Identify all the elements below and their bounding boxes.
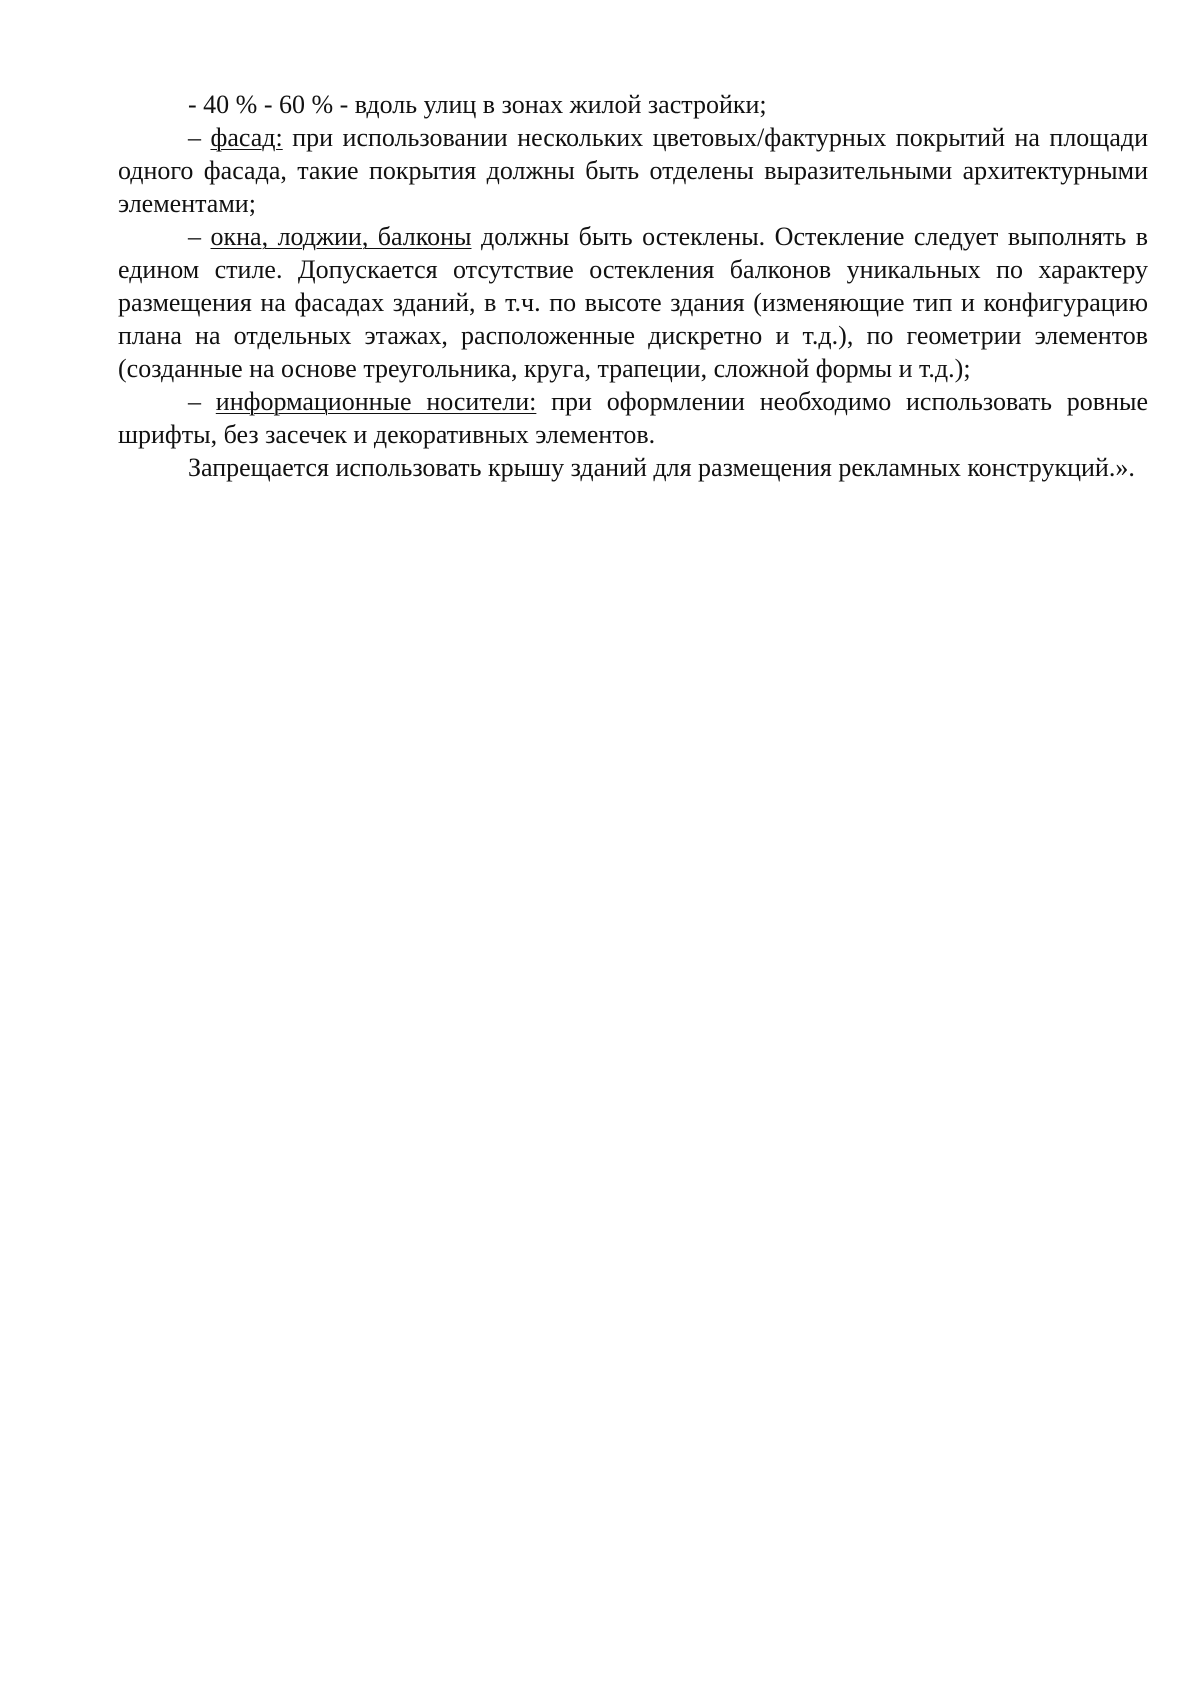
paragraph-information-carriers xyxy=(118,385,1148,451)
paragraph-windows-balconies xyxy=(118,220,1148,385)
paragraph-text: - 40 % - 60 % - вдоль улиц в зонах жилой застройки; xyxy=(188,90,767,119)
underlined-term-facade: фасад: xyxy=(210,123,283,152)
paragraph-roof-prohibition xyxy=(118,451,1148,484)
paragraph-percent-range xyxy=(118,88,1148,121)
paragraph-facade xyxy=(118,121,1148,220)
paragraph-text: должны быть остеклены. Остекление следует выполнять в едином стиле. Допускается отсутствие остекления балконов уникальных по характеру размещения на фасадах зданий, в т.ч. по высоте здания (изменяющие тип и конфигурацию плана на отдельных этажах, расположенные дискретно и т.д.), по геометрии элементов (созданные на основе треугольника, круга, трапеции, сложной формы и т.д.); xyxy=(118,222,1149,383)
paragraph-text: при использовании нескольких цветовых/фактурных покрытий на площади одного фасада, такие покрытия должны быть отделены выразительными архитектурными элементами; xyxy=(118,123,1149,218)
paragraph-text: при оформлении необходимо использовать ровные шрифты, без засечек и декоративных элементов. xyxy=(118,387,1148,449)
paragraph-dash: – xyxy=(188,222,211,251)
paragraph-dash: – xyxy=(188,123,211,152)
paragraph-text: Запрещается использовать крышу зданий для размещения рекламных конструкций.». xyxy=(188,453,1135,482)
underlined-term-windows: окна, лоджии, балконы xyxy=(210,222,472,251)
underlined-term-information: информационные носители: xyxy=(215,387,537,416)
paragraph-dash: – xyxy=(188,387,216,416)
document-page xyxy=(118,88,1148,484)
